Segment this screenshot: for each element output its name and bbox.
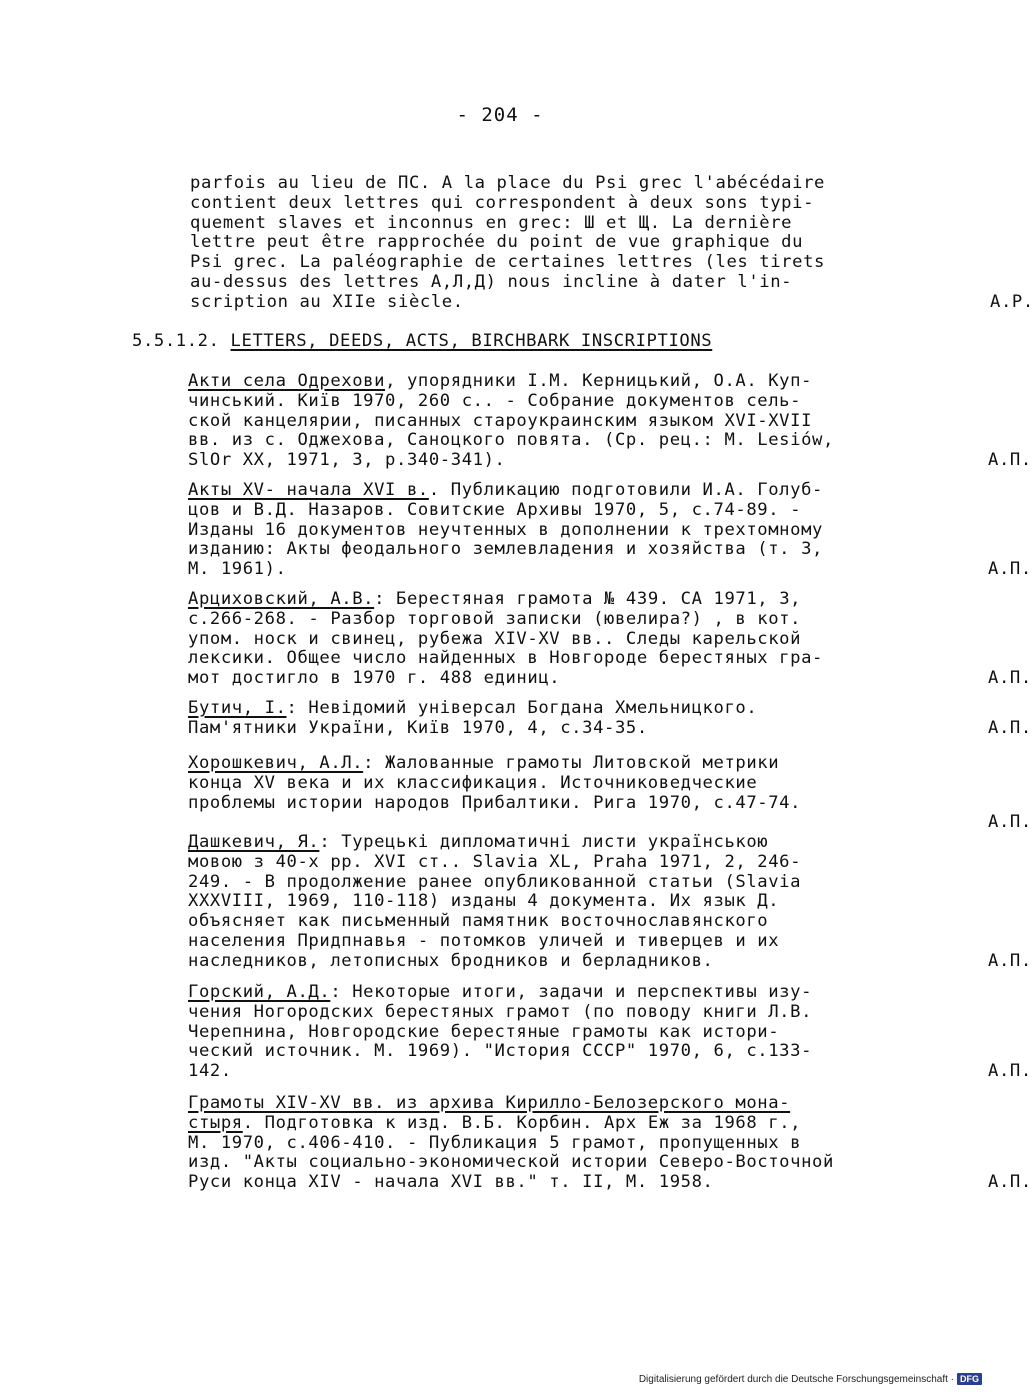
entry-text: М. 1970, с.406-410. - Публикация 5 грамот, пропущенных в	[188, 1132, 802, 1153]
entry-text: Черепнина, Новгородские берестяные грамоты как истори-	[188, 1021, 780, 1042]
entry-initials: А.П.	[988, 668, 1032, 689]
entry-line	[188, 1134, 888, 1154]
entry-line	[188, 392, 888, 412]
entry-text: ской канцелярии, писанных староукраинским языком XVI-XVII	[188, 410, 813, 431]
entry-text: . Подготовка к изд. В.Б. Корбин. Арх Еж за 1968 г.,	[242, 1112, 802, 1133]
entry-line	[188, 610, 888, 630]
entry-text: объясняет как письменный памятник восточнославянского	[188, 911, 769, 932]
entry-line	[188, 540, 888, 560]
entry-text: упом. носк и свинец, рубежа XIV-XV вв.. Следы карельской	[188, 628, 802, 649]
bibliography-entry	[188, 832, 1032, 972]
entry-line	[188, 932, 888, 952]
entry-line	[188, 372, 888, 392]
entry-text: Изданы 16 документов неучтенных в дополнении к трехтомному	[188, 519, 823, 540]
entry-text: : Берестяная грамота № 439. СА 1971, 3,	[374, 589, 802, 609]
entry-heading: Горский, А.Д.	[188, 982, 331, 1002]
section-title: LETTERS, DEEDS, ACTS, BIRCHBARK INSCRIPTIONS	[230, 331, 713, 351]
entry-line	[188, 431, 888, 451]
entry-initials: А.П.	[988, 450, 1032, 471]
intro-line: lettre peut être rapprochée du point de vue graphique du	[190, 232, 804, 253]
entry-heading: Хорошкевич, А.Л.	[188, 753, 364, 773]
entry-heading: Акты XV- начала XVI в.	[188, 480, 429, 500]
entry-initials: А.П.	[988, 950, 1032, 971]
entry-line	[188, 1173, 888, 1193]
entry-text: вв. из с. Оджехова, Саноцкого повята. (Ср. рец.: M. Lesiów,	[188, 430, 834, 451]
entry-line	[188, 912, 888, 932]
entry-line	[188, 501, 888, 521]
bibliography-entry	[188, 982, 1032, 1082]
entry-initials: А.П.	[988, 1061, 1032, 1082]
entry-line	[188, 754, 888, 774]
entry-text: : Некоторые итоги, задачи и перспективы изу-	[330, 982, 813, 1002]
entry-initials: А.П.	[988, 1172, 1032, 1193]
entry-line	[188, 412, 888, 432]
entry-line	[188, 669, 888, 689]
entry-text: цов и В.Д. Назаров. Совитские Архивы 1970, 5, с.74-89. -	[188, 499, 802, 520]
intro-line: scription au XIIe siècle.	[190, 291, 464, 312]
entry-heading: Грамоты XIV-XV вв. из архива Кирилло-Белозерского мона-	[188, 1093, 791, 1113]
entry-text: изданию: Акты феодального землевладения и хозяйства (т. 3,	[188, 539, 823, 560]
entry-text: . Публикацию подготовили И.А. Голуб-	[428, 480, 823, 500]
entry-initials: А.П.	[988, 812, 1032, 833]
entry-line	[188, 1003, 888, 1023]
entry-line	[188, 1023, 888, 1043]
entry-line	[188, 853, 888, 873]
bibliography-entry	[188, 589, 1032, 689]
intro-line: contient deux lettres qui correspondent à deux sons typi-	[190, 192, 815, 213]
entry-line	[188, 699, 888, 719]
entry-line	[188, 630, 888, 650]
entry-text: населения Придпнавья - потомков уличей и тиверцев и их	[188, 930, 780, 951]
bibliography-entry	[188, 371, 1032, 471]
bibliography-entry	[188, 753, 1032, 833]
entry-text: : Жалованные грамоты Литовской метрики	[363, 753, 780, 773]
intro-paragraph	[190, 173, 1034, 313]
section-heading	[132, 331, 712, 351]
bibliography-entry	[188, 480, 1032, 580]
entry-text: XXXVIII, 1969, 110-118) изданы 4 документа. Их язык Д.	[188, 891, 780, 912]
entry-initials: А.П.	[988, 559, 1032, 580]
entry-line	[188, 1153, 888, 1173]
entry-line	[188, 952, 888, 972]
entry-line	[188, 983, 888, 1003]
entry-text: Руси конца XIV - начала XVI вв." т. II, М. 1958.	[188, 1172, 714, 1193]
entry-line	[188, 521, 888, 541]
intro-line: quement slaves et inconnus en grec: Ш et Щ. La dernière	[190, 212, 793, 233]
entry-text: изд. "Акты социально-экономической истории Северо-Восточной	[188, 1152, 834, 1173]
bibliography-entry	[188, 1093, 1032, 1193]
entry-line	[188, 719, 888, 739]
entry-text: лексики. Общее число найденных в Новгороде берестяных гра-	[188, 648, 823, 669]
entry-line	[188, 1042, 888, 1062]
section-number: 5.5.1.2.	[132, 331, 220, 351]
entry-text: ческий источник. М. 1969). "История СССР" 1970, 6, с.133-	[188, 1041, 813, 1062]
entry-text: мовою з 40-х рр. XVI ст.. Slavia XL, Praha 1971, 2, 246-	[188, 851, 802, 872]
entry-line	[188, 560, 888, 580]
intro-initials: A.P.	[990, 291, 1034, 312]
entry-text: : Турецькі дипломатичні листи українською	[319, 832, 769, 852]
entry-line	[188, 794, 888, 814]
entry-heading: стыря	[188, 1112, 243, 1133]
intro-line: au-dessus des lettres А,Л,Д) nous incline à dater l'in-	[190, 271, 793, 292]
entry-text: SlOr XX, 1971, 3, p.340-341).	[188, 450, 506, 471]
entry-line	[188, 590, 888, 610]
entry-text: : Невідомий універсал Богдана Хмельницкого.	[286, 698, 758, 718]
entry-text: чинський. Київ 1970, 260 с.. - Собрание документов сель-	[188, 390, 802, 411]
entry-line	[188, 451, 888, 471]
entry-heading: Арциховский, А.В.	[188, 589, 375, 609]
page-number: - 204 -	[456, 104, 544, 126]
entry-heading: Акти села Одрехови	[188, 371, 386, 391]
entry-text: 249. - В продолжение ранее опубликованной статьи (Slavia	[188, 871, 802, 892]
entry-text: 142.	[188, 1061, 232, 1082]
bibliography-entry	[188, 698, 1032, 739]
intro-line: Psi grec. La paléographie de certaines lettres (les tirets	[190, 252, 825, 273]
entry-line	[188, 1062, 888, 1082]
entry-line	[188, 649, 888, 669]
entry-heading: Дашкевич, Я.	[188, 832, 320, 852]
entry-line	[188, 1094, 888, 1114]
entry-text: , упорядники І.М. Керницький, О.А. Куп-	[385, 371, 813, 391]
entry-heading: Бутич, І.	[188, 698, 287, 718]
entry-line	[188, 833, 888, 853]
entry-line	[188, 481, 888, 501]
entry-line	[188, 892, 888, 912]
entry-text: конца XV века и их классификация. Источниковедческие	[188, 772, 758, 793]
entry-text: чения Ногородских берестяных грамот (по поводу книги Л.В.	[188, 1001, 813, 1022]
entry-line	[188, 774, 888, 794]
entry-text: Пам'ятники України, Київ 1970, 4, с.34-35.	[188, 717, 648, 738]
entry-text: наследников, летописных бродников и берладников.	[188, 950, 714, 971]
entry-text: проблемы истории народов Прибалтики. Рига 1970, с.47-74.	[188, 792, 802, 813]
footer-text: Digitalisierung gefördert durch die Deutsche Forschungsgemeinschaft ·	[638, 1373, 954, 1385]
intro-line: parfois au lieu de ПС. A la place du Psi grec l'abécédaire	[190, 173, 825, 193]
entry-text: мот достигло в 1970 г. 488 единиц.	[188, 668, 561, 689]
entry-initials: А.П.	[988, 717, 1032, 738]
entry-text: с.266-268. - Разбор торговой записки (ювелира?) , в кот.	[188, 608, 802, 629]
dfg-logo: DFG	[957, 1373, 982, 1385]
entry-line	[188, 873, 888, 893]
entry-text: М. 1961).	[188, 559, 287, 580]
entry-line	[188, 1114, 888, 1134]
footer-credit	[639, 1373, 982, 1385]
